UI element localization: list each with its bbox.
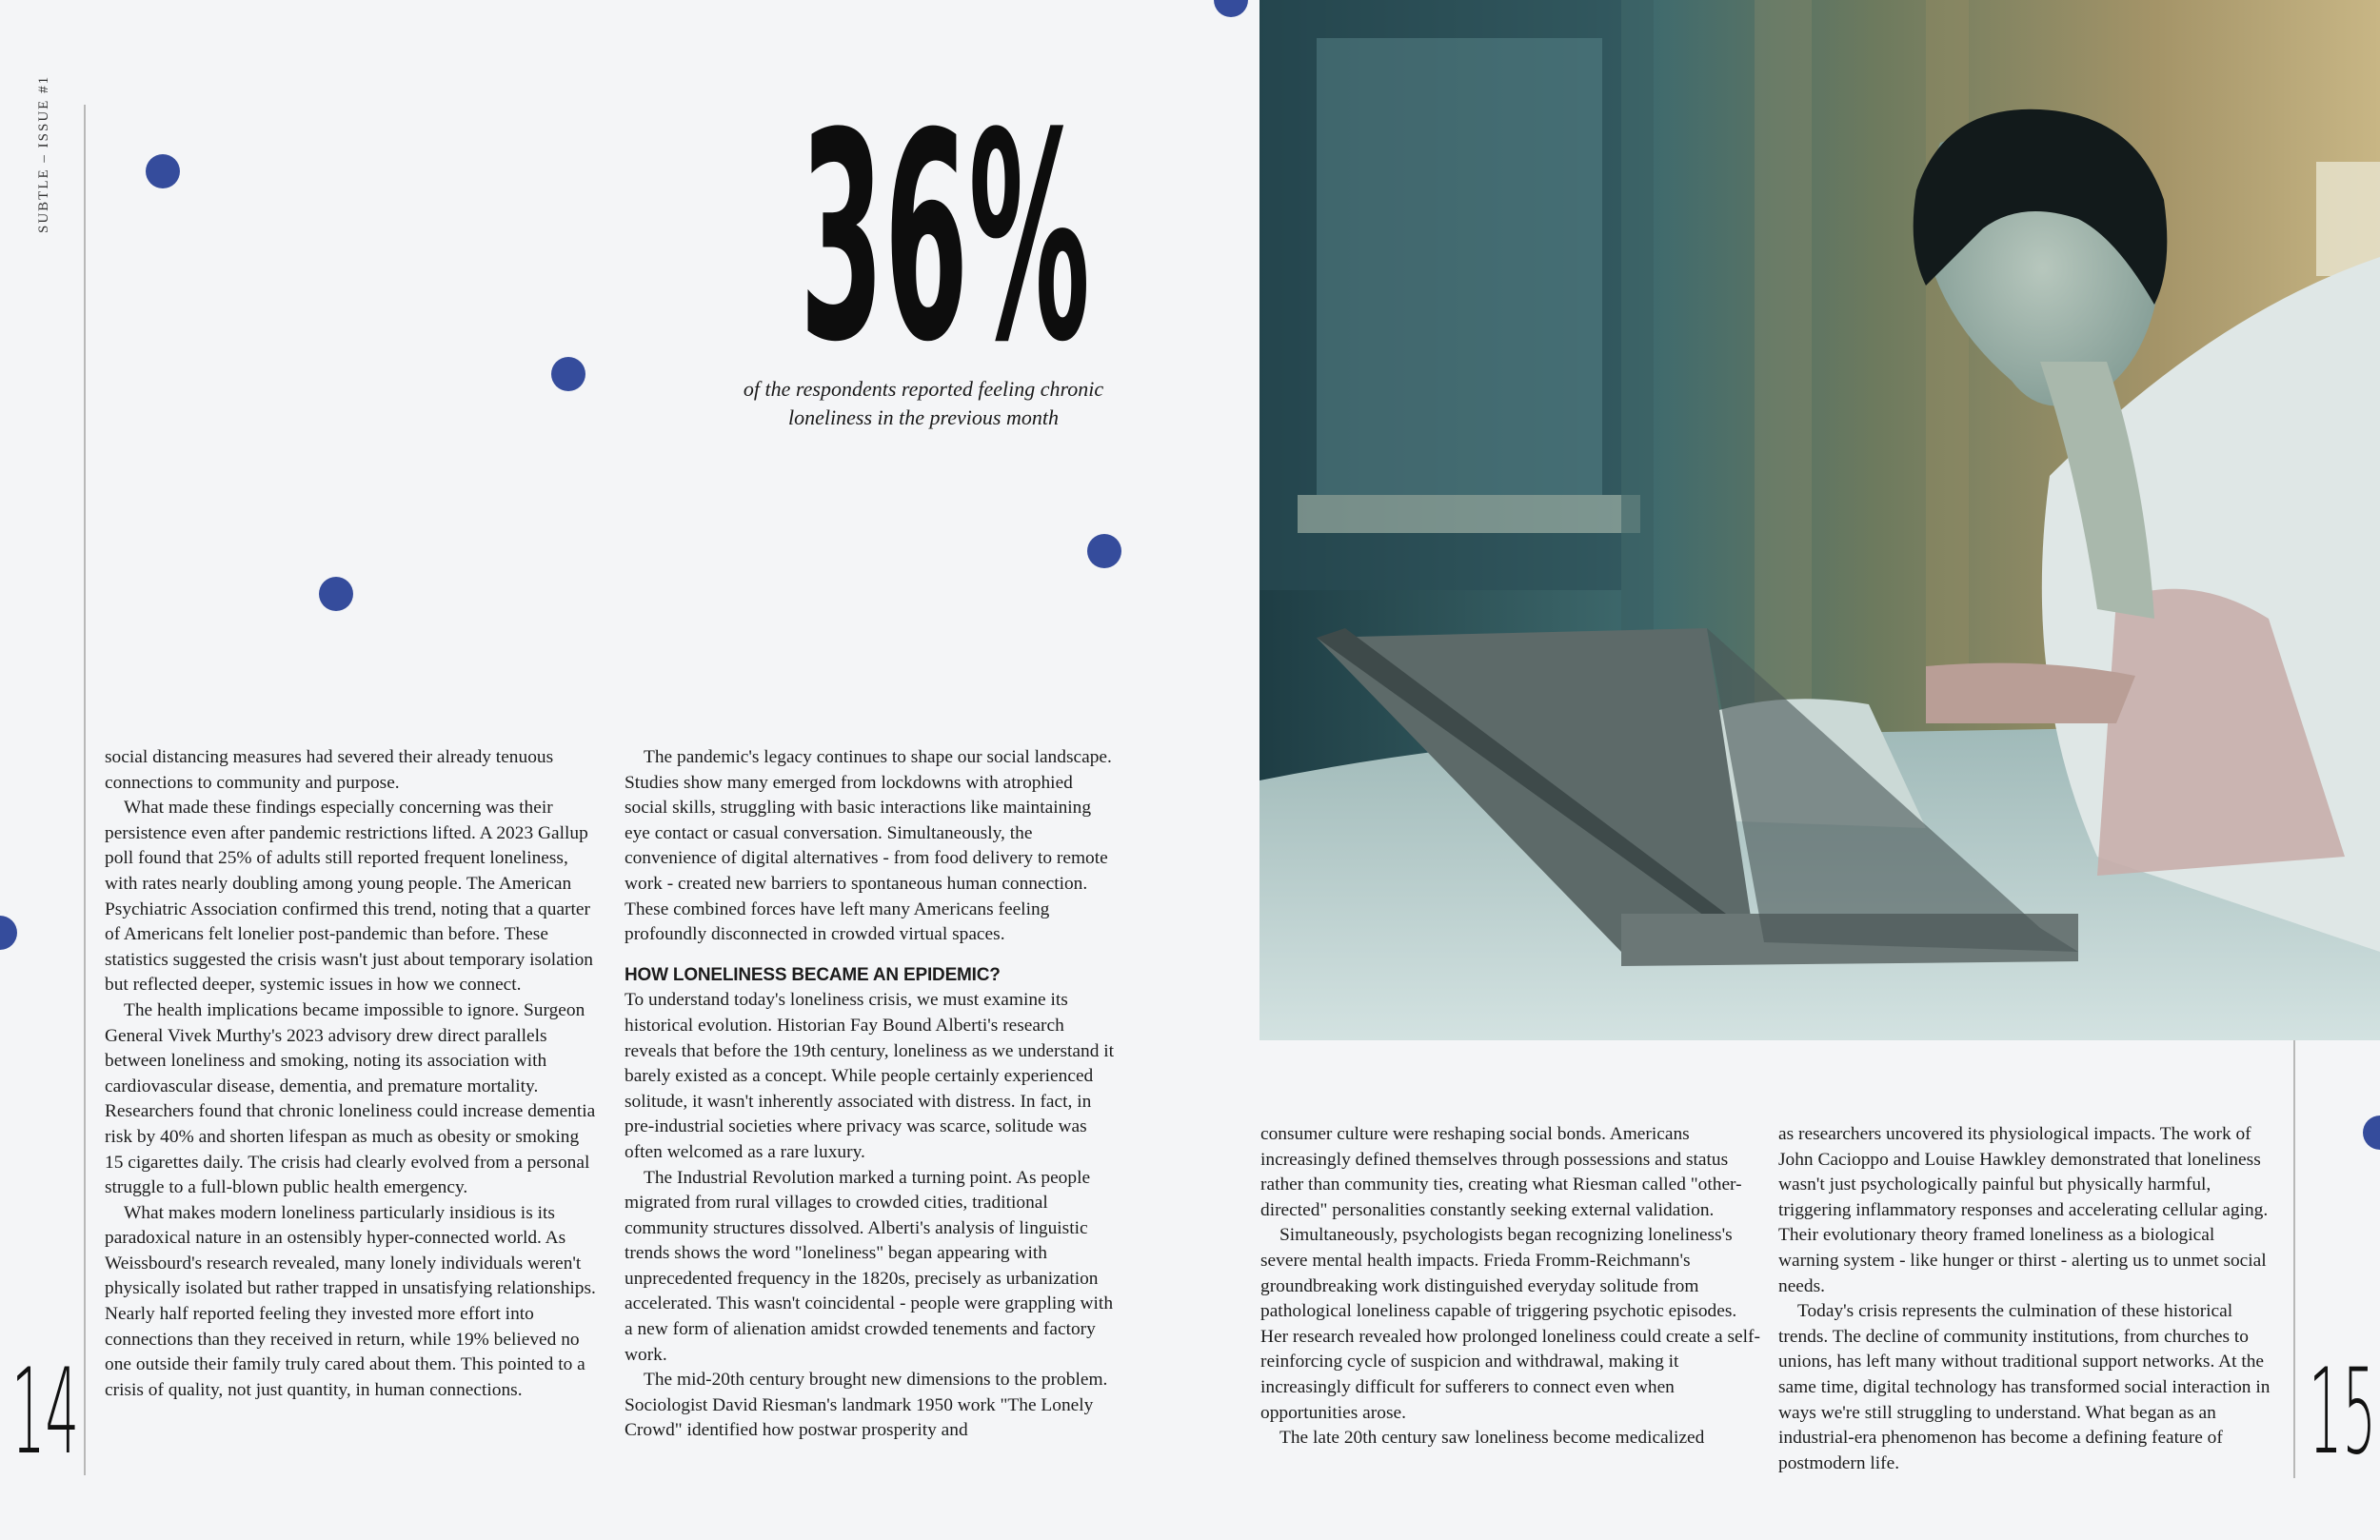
stat-number	[800, 88, 1114, 354]
paragraph: What makes modern loneliness particularly insidious is its paradoxical nature in an ostensibly hyper-connected world. As Weissbourd's research revealed, many lonely individuals weren't physically isolated but rather trapped in unsatisfying relationships. Nearly half reported feeling they invested more effort into connections than they received in return, while 19% believed no one outside their family truly cared about them. This pointed to a crisis of quality, not just quantity, in human connections.	[105, 1202, 596, 1400]
stat-caption-line1: of the respondents reported feeling chronic	[743, 377, 1104, 401]
paragraph: Simultaneously, psychologists began recognizing loneliness's severe mental health impacts. Frieda Fromm-Reichmann's groundbreaking work distinguished everyday solitude from pathological loneliness capable of triggering psychotic episodes. Her research revealed how prolonged loneliness could create a self-reinforcing cycle of suspicion and withdrawal, making it increasingly difficult for sufferers to connect even when opportunities arose.	[1260, 1225, 1760, 1423]
issue-side-tag: SUBTLE – ISSUE #1	[36, 74, 51, 233]
decorative-dot	[0, 916, 17, 950]
left-margin-rule	[84, 105, 86, 1475]
article-column-1	[105, 745, 600, 1403]
woman-laptop-photo	[1259, 0, 2380, 1040]
decorative-dot	[1214, 0, 1248, 17]
section-heading: HOW LONELINESS BECAME AN EPIDEMIC?	[625, 964, 1001, 985]
decorative-dot	[1087, 534, 1121, 568]
paragraph: The Industrial Revolution marked a turning point. As people migrated from rural villages to crowded cities, traditional community structures dissolved. Alberti's analysis of linguistic trends shows the word "loneliness" began appearing with unprecedented frequency in the 1820s, precisely as urbanization accelerated. This wasn't coincidental - people were grappling with a new form of alienation amidst crowded tenements and factory work.	[625, 1167, 1114, 1365]
paragraph: The health implications became impossible to ignore. Surgeon General Vivek Murthy's 2023 advisory drew direct parallels between loneliness and smoking, noting its association with cardiovascular disease, dementia, and premature mortality. Researchers found that chronic loneliness could increase dementia risk by 40% and shorten lifespan as much as obesity or smoking 15 cigarettes daily. The crisis had clearly evolved from a personal struggle to a full-blown public health emergency.	[105, 999, 596, 1198]
paragraph: consumer culture were reshaping social bonds. Americans increasingly defined themselves through possessions and status rather than community ties, creating what Riesman called "other-directed" personalities constantly seeking external validation.	[1260, 1124, 1742, 1220]
stat-value: 36%	[800, 88, 1090, 354]
stat-caption-line2: loneliness in the previous month	[788, 405, 1059, 429]
paragraph: social distancing measures had severed their already tenuous connections to community and purpose.	[105, 747, 554, 793]
decorative-dot	[2363, 1116, 2380, 1150]
page-number-left: 14	[11, 1344, 80, 1481]
paragraph: as researchers uncovered its physiological impacts. The work of John Cacioppo and Louise Hawkley demonstrated that loneliness wasn't just psychologically painful but physically harmful, triggering inflammatory responses and accelerating cellular aging. Their evolutionary theory framed loneliness as a biological warning system - like hunger or thirst - alerting us to unmet social needs.	[1778, 1124, 2269, 1296]
paragraph: The mid-20th century brought new dimensions to the problem. Sociologist David Riesman's landmark 1950 work "The Lonely Crowd" identified how postwar prosperity and	[625, 1370, 1108, 1441]
paragraph: Today's crisis represents the culmination of these historical trends. The decline of community institutions, from churches to unions, has left many without traditional support networks. At the same time, digital technology has transformed social interaction in ways we're still struggling to understand. What began as an industrial-era phenomenon has become a defining feature of postmodern life.	[1778, 1301, 2271, 1473]
paragraph: The late 20th century saw loneliness become medicalized	[1279, 1428, 1705, 1449]
decorative-dot	[146, 154, 180, 188]
decorative-dot	[551, 357, 585, 391]
article-column-3	[1260, 1122, 1763, 1451]
page-number-right: 15	[2309, 1344, 2377, 1481]
paragraph: The pandemic's legacy continues to shape our social landscape. Studies show many emerged from lockdowns with atrophied social skills, struggling with basic interactions like maintaining eye contact or casual conversation. Simultaneously, the convenience of digital alternatives - from food delivery to remote work - created new barriers to spontaneous human connection. These combined forces have left many Americans feeling profoundly disconnected in crowded virtual spaces.	[625, 747, 1112, 945]
paragraph: What made these findings especially concerning was their persistence even after pandemic restrictions lifted. A 2023 Gallup poll found that 25% of adults still reported frequent loneliness, with rates nearly doubling among young people. The American Psychiatric Association confirmed this trend, noting that a quarter of Americans felt lonelier post-pandemic than before. These statistics suggested the crisis wasn't just about temporary isolation but reflected deeper, systemic issues in how we connect.	[105, 798, 593, 996]
article-column-2	[625, 745, 1120, 1444]
right-margin-rule	[2293, 1040, 2295, 1478]
article-column-4	[1778, 1122, 2277, 1476]
stat-caption	[724, 375, 1123, 432]
paragraph: To understand today's loneliness crisis, we must examine its historical evolution. Historian Fay Bound Alberti's research reveals that before the 19th century, loneliness as we understand it barely existed as a concept. While people certainly experienced solitude, it wasn't inherently associated with distress. In fact, in pre-industrial societies where privacy was scarce, solitude was often welcomed as a rare luxury.	[625, 990, 1115, 1162]
decorative-dot	[319, 577, 353, 611]
